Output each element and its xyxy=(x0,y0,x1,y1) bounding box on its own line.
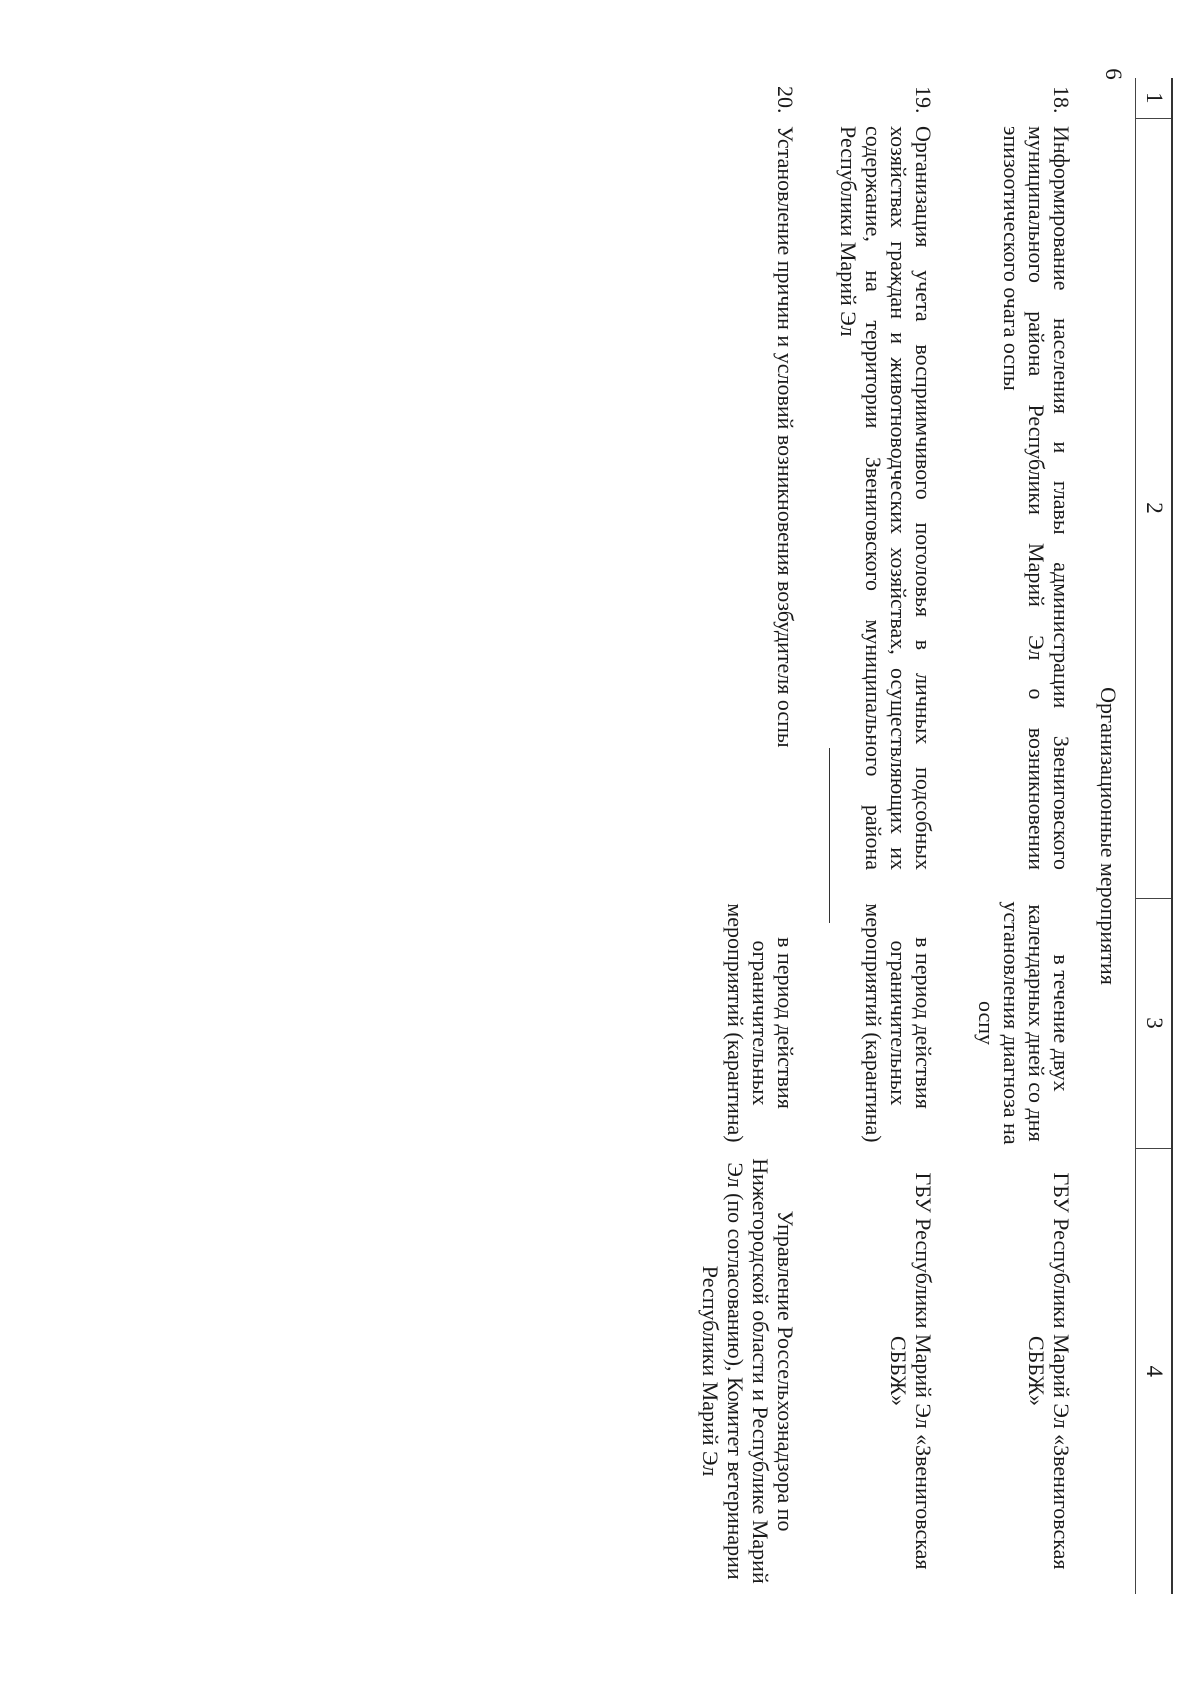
closing-separator-line xyxy=(829,748,830,923)
section-title: Организационные мероприятия xyxy=(1096,687,1121,985)
row-deadline: в период действия ограничительных мероприятий (карантина) xyxy=(723,903,798,1143)
table-row xyxy=(946,78,1084,1594)
column-header-row xyxy=(1136,78,1172,1594)
section-row xyxy=(1084,78,1136,1594)
row-activity: Организация учета восприимчивого поголовья в личных подсобных хозяйствах граждан и животноводческих хозяйствах, осуществляющих их содержание, на территории Звениговского муниципального района Республики Марий Эл xyxy=(836,126,936,870)
page-number: 6 xyxy=(1101,68,1126,80)
measures-table xyxy=(670,78,1171,1594)
row-responsible: ГБУ Республики Марий Эл «Звениговская СББЖ» xyxy=(886,1172,936,1570)
column-header-3: 3 xyxy=(1136,898,1172,1148)
row-responsible: Управление Россельхознадзора по Нижегородской области и Республике Марий Эл (по согласованию), Комитет ветеринарии Республики Марий Эл xyxy=(698,1158,798,1584)
column-header-4: 4 xyxy=(1136,1148,1172,1594)
row-deadline: в течение двух календарных дней со дня установления диагноза на оспу xyxy=(974,901,1074,1145)
row-responsible: ГБУ Республики Марий Эл «Звениговская СББЖ» xyxy=(1024,1172,1074,1570)
column-header-1: 1 xyxy=(1136,78,1172,118)
row-deadline: в период действия ограничительных мероприятий (карантина) xyxy=(861,903,936,1143)
rotated-table-container xyxy=(159,78,1173,1594)
column-header-2: 2 xyxy=(1136,118,1172,898)
row-number: 19. xyxy=(911,86,936,114)
row-number: 18. xyxy=(1049,86,1074,114)
row-number: 20. xyxy=(773,86,798,114)
row-activity: Информирование населения и главы администрации Звениговского муниципального района Республики Марий Эл о возникновении эпизоотического очага оспы xyxy=(999,126,1074,870)
table-row xyxy=(670,78,808,1594)
row-activity: Установление причин и условий возникновения возбудителя оспы xyxy=(773,126,798,748)
table-top-border xyxy=(1171,78,1173,1594)
